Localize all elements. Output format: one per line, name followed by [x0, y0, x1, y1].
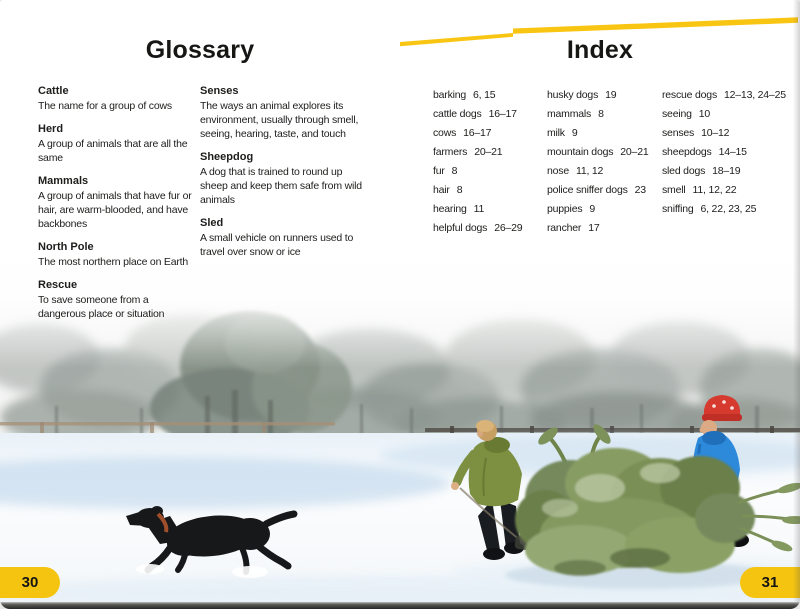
index-term: helpful dogs — [433, 222, 488, 234]
index-term: mountain dogs — [547, 146, 614, 158]
glossary-definition: A dog that is trained to round up sheep and keep them safe from wild animals — [200, 166, 362, 206]
page-number-right: 31 — [740, 567, 800, 598]
glossary-entry — [38, 174, 196, 231]
index-term: husky dogs — [547, 89, 599, 101]
index-column-2 — [547, 88, 660, 240]
index-pages: 17 — [588, 222, 600, 234]
index-pages: 19 — [605, 89, 617, 101]
index-term: cattle dogs — [433, 108, 482, 120]
page-number-left: 30 — [0, 567, 60, 598]
glossary-term: Sheepdog — [200, 151, 254, 163]
index-pages: 16–17 — [463, 127, 492, 139]
index-entry — [433, 202, 543, 217]
index-column-1 — [433, 88, 543, 240]
glossary-title: Glossary — [145, 36, 255, 64]
index-entry — [662, 202, 792, 217]
index-entry — [547, 107, 660, 122]
glossary-definition: A group of animals that have fur or hair, are warm-blooded, and have backbones — [38, 190, 192, 230]
index-entry — [433, 145, 543, 160]
index-entry — [433, 126, 543, 141]
index-entry — [547, 145, 660, 160]
index-column-3 — [662, 88, 792, 221]
index-entry — [547, 221, 660, 236]
glossary-entry — [38, 122, 196, 165]
index-pages: 8 — [451, 165, 458, 177]
index-entry — [547, 164, 660, 179]
index-term: sheepdogs — [662, 146, 712, 158]
glossary-entry — [200, 150, 372, 207]
index-term: sniffing — [662, 203, 694, 215]
glossary-term: Sled — [200, 217, 224, 229]
glossary-definition: The most northern place on Earth — [38, 256, 189, 268]
index-term: rancher — [547, 222, 582, 234]
index-term: sled dogs — [662, 165, 706, 177]
index-entry — [433, 107, 543, 122]
index-pages: 9 — [571, 127, 578, 139]
glossary-term: Cattle — [38, 85, 69, 97]
index-term: rescue dogs — [662, 89, 718, 101]
index-entry — [433, 88, 543, 103]
glossary-entry — [38, 84, 196, 113]
index-pages: 6, 22, 23, 25 — [700, 203, 757, 215]
glossary-term: Herd — [38, 123, 64, 135]
index-term: fur — [433, 165, 445, 177]
index-entry — [547, 88, 660, 103]
glossary-entry — [200, 84, 372, 141]
index-entry — [662, 88, 792, 103]
index-entry — [662, 145, 792, 160]
index-pages: 12–13, 24–25 — [724, 89, 786, 101]
glossary-definition: A small vehicle on runners used to travel over snow or ice — [200, 232, 354, 258]
index-term: seeing — [662, 108, 692, 120]
index-pages: 9 — [589, 203, 596, 215]
index-term: smell — [662, 184, 686, 196]
glossary-definition: The ways an animal explores its environment, usually through smell, seeing, hearing, taste, and touch — [200, 100, 359, 140]
index-entry — [662, 126, 792, 141]
index-pages: 20–21 — [474, 146, 503, 158]
index-term: nose — [547, 165, 569, 177]
index-pages: 11, 12 — [575, 165, 604, 177]
index-pages: 8 — [598, 108, 604, 120]
index-pages: 14–15 — [718, 146, 747, 158]
index-term: mammals — [547, 108, 592, 120]
glossary-entry — [38, 278, 196, 321]
index-pages: 11 — [473, 203, 485, 215]
index-term: hair — [433, 184, 450, 196]
glossary-column-1 — [38, 84, 196, 330]
index-pages: 20–21 — [620, 146, 649, 158]
glossary-definition: A group of animals that are all the same — [38, 138, 188, 164]
index-term: senses — [662, 127, 695, 139]
index-entry — [547, 183, 660, 198]
glossary-term: Senses — [200, 85, 239, 97]
index-pages: 10–12 — [701, 127, 730, 139]
index-pages: 26–29 — [494, 222, 523, 234]
index-entry — [433, 221, 543, 236]
child-hand — [451, 482, 459, 490]
index-entry — [547, 126, 660, 141]
index-pages: 18–19 — [712, 165, 741, 177]
glossary-entry — [200, 216, 372, 259]
index-term: farmers — [433, 146, 468, 158]
index-term: puppies — [547, 203, 583, 215]
index-entry — [662, 107, 792, 122]
glossary-column-2 — [200, 84, 372, 268]
index-pages: 10 — [698, 108, 711, 120]
glossary-definition: To save someone from a dangerous place or situation — [38, 294, 165, 320]
glossary-term: Mammals — [38, 175, 89, 187]
glossary-entry — [38, 240, 196, 269]
index-title: Index — [566, 36, 634, 64]
index-entry — [433, 183, 543, 198]
yellow-accent-stripe — [0, 0, 800, 60]
index-pages: 16–17 — [488, 108, 517, 120]
index-entry — [662, 183, 792, 198]
index-entry — [547, 202, 660, 217]
glossary-term: North Pole — [38, 241, 94, 253]
index-term: barking — [433, 89, 467, 101]
index-entry — [662, 164, 792, 179]
index-term: milk — [547, 127, 565, 139]
index-entry — [433, 164, 543, 179]
glossary-definition: The name for a group of cows — [38, 100, 172, 112]
glossary-term: Rescue — [38, 279, 78, 291]
index-pages: 8 — [456, 184, 463, 196]
index-pages: 11, 12, 22 — [692, 184, 737, 196]
index-pages: 6, 15 — [473, 89, 496, 101]
index-term: hearing — [433, 203, 467, 215]
index-term: police sniffer dogs — [547, 184, 628, 196]
index-pages: 23 — [634, 184, 646, 196]
index-term: cows — [433, 127, 457, 139]
